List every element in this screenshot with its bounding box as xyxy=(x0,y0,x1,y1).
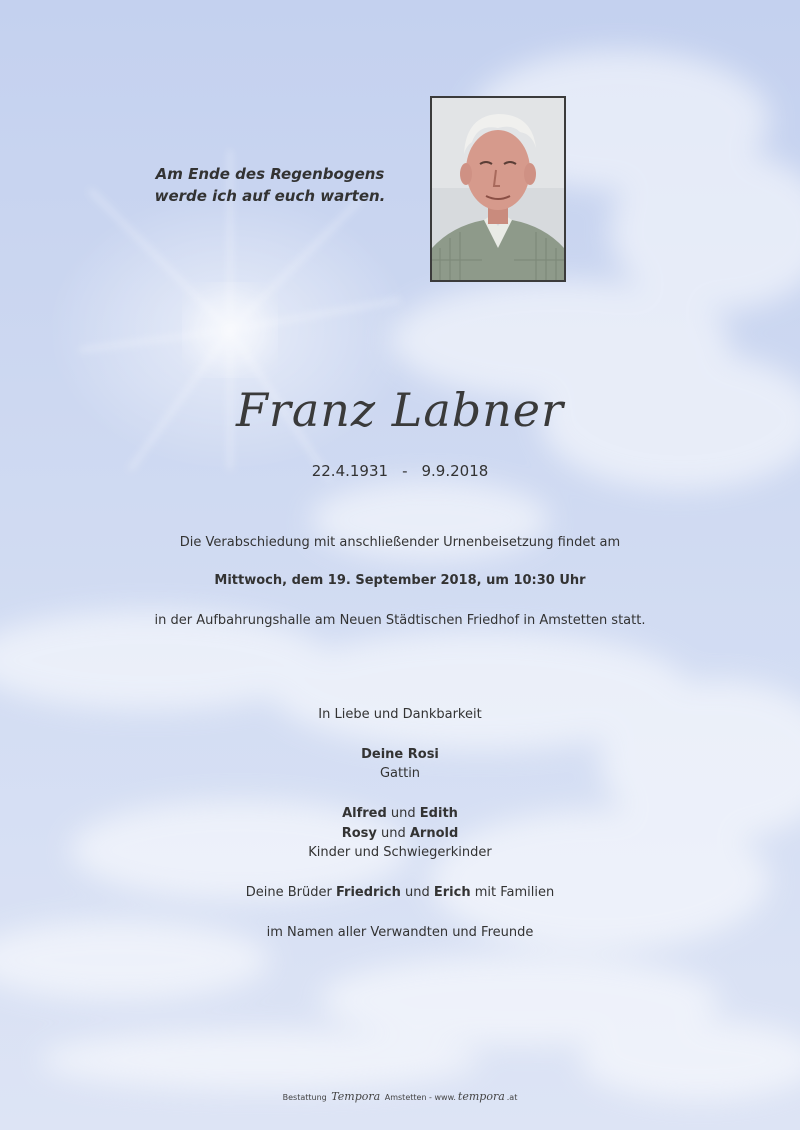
brothers-suffix: mit Familien xyxy=(474,885,555,900)
deceased-name: Franz Labner xyxy=(235,383,565,437)
brother-erich: Erich xyxy=(433,885,471,900)
brothers-line xyxy=(0,885,800,900)
ceremony-date xyxy=(0,573,800,588)
closing-line: im Namen aller Verwandten und Freunde xyxy=(266,925,534,940)
brothers-prefix: Deine Brüder xyxy=(245,885,332,900)
footer-domain-brand: tempora xyxy=(457,1090,505,1103)
ceremony-location: in der Aufbahrungshalle am Neuen Städtischen Friedhof in Amstetten statt. xyxy=(154,613,646,628)
quote-line-2: werde ich auf euch warten. xyxy=(154,187,386,205)
and-word: und xyxy=(381,826,406,841)
quote-line-1: Am Ende des Regenbogens xyxy=(155,165,385,183)
children-role: Kinder und Schwiegerkinder xyxy=(308,845,492,860)
death-date: 9.9.2018 xyxy=(421,462,489,480)
memorial-quote xyxy=(140,163,400,207)
footer-prefix: Bestattung xyxy=(282,1093,327,1102)
birth-date: 22.4.1931 xyxy=(311,462,389,480)
funeral-home-footer xyxy=(0,1090,800,1103)
ceremony-intro: Die Verabschiedung mit anschließender Urnenbeisetzung findet am xyxy=(179,535,621,550)
footer-brand-logo: Tempora xyxy=(331,1090,381,1103)
life-dates xyxy=(0,462,800,480)
brother-friedrich: Friedrich xyxy=(335,885,401,900)
children-line-2 xyxy=(0,826,800,841)
ceremony-date-text: Mittwoch, dem 19. September 2018, um 10:30 Uhr xyxy=(214,573,586,588)
spouse-role: Gattin xyxy=(379,766,421,781)
child-edith: Edith xyxy=(419,806,458,821)
footer-suffix: Amstetten - www. xyxy=(384,1093,456,1102)
child-alfred: Alfred xyxy=(342,806,387,821)
and-word: und xyxy=(390,806,416,821)
date-separator: - xyxy=(402,462,408,480)
and-word: und xyxy=(405,885,430,900)
footer-tld: .at xyxy=(506,1093,518,1102)
child-arnold: Arnold xyxy=(409,826,459,841)
spouse-name-text: Deine Rosi xyxy=(361,747,439,762)
children-line-1 xyxy=(0,806,800,821)
spouse-name xyxy=(0,747,800,762)
portrait-illustration xyxy=(432,98,564,280)
mourners-intro: In Liebe und Dankbarkeit xyxy=(318,707,482,722)
child-rosy: Rosy xyxy=(341,826,377,841)
portrait-photo xyxy=(430,96,566,282)
